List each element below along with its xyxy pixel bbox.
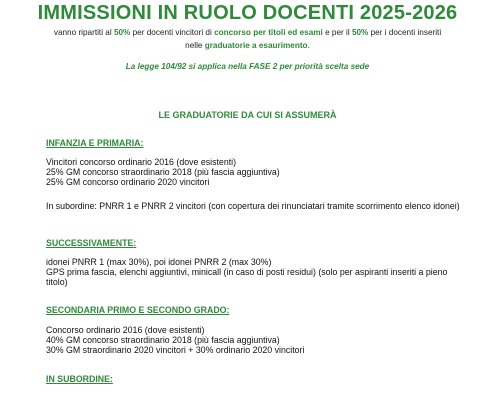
intro-pct-concorso: 50% [113,28,131,37]
intro-text-1: vanno ripartiti al [53,28,114,37]
list-item: Vincitori concorso ordinario 2016 (dove esistenti) [46,157,237,167]
list-item: 30% GM straordinario 2020 vincitori + 30% ordinario 2020 vincitori [46,345,305,356]
heading-infanzia-primaria [46,138,143,148]
heading-infanzia-label: INFANZIA E PRIMARIA [46,138,141,148]
section-subtitle: LE GRADUATORIE DA CUI SI ASSUMERÀ [158,110,337,120]
heading-subordine-label: IN SUBORDINE [46,374,111,384]
intro-paragraph [50,27,445,52]
intro-concorso-label: concorso per titoli ed esami [214,28,323,37]
list-item: 25% GM concorso ordinario 2020 vincitori [46,177,210,188]
heading-subordine-colon: : [110,374,113,384]
heading-secondaria [46,305,229,315]
intro-text-3: e per il [322,28,352,37]
list-item: 40% GM concorso straordinario 2018 (più fascia aggiuntiva) [46,335,280,346]
heading-successivamente [46,238,136,248]
intro-pct-graduatorie: 50% [351,28,369,37]
heading-in-subordine [46,374,113,384]
heading-secondaria-colon: : [226,305,230,315]
law-note: La legge 104/92 si applica nella FASE 2 per priorità scelta sede [125,62,370,71]
intro-graduatorie-label: graduatorie a esaurimento [204,40,308,50]
list-infanzia [46,157,280,188]
intro-text-4: per i docenti inseriti nelle [185,28,442,50]
list-secondaria [46,325,304,356]
intro-text-2: per docenti vincitori di [130,28,215,37]
heading-secondaria-label: SECONDARIA PRIMO E SECONDO GRADO [46,305,227,315]
page-title: IMMISSIONI IN RUOLO DOCENTI 2025-2026 [37,2,458,24]
list-item: GPS prima fascia, elenchi aggiuntivi, minicall (in caso di posti residui) (solo per aspiranti inseriti a pieno titolo) [46,267,448,288]
heading-successivamente-label: SUCCESSIVAMENTE [46,238,134,248]
list-item: 25% GM concorso straordinario 2018 (più fascia aggiuntiva) [46,167,280,178]
list-successivamente [46,257,466,288]
list-item: Concorso ordinario 2016 (dove esistenti) [46,325,205,335]
intro-text-5: . [307,40,310,50]
heading-successivamente-colon: : [133,238,137,248]
heading-infanzia-colon: : [140,138,144,148]
list-item: idonei PNRR 1 (max 30%), poi idonei PNRR 2 (max 30%) [46,257,272,267]
note-infanzia-subordine: In subordine: PNRR 1 e PNRR 2 vincitori (con copertura dei rinunciatari tramite scorrimento elenco idonei) [46,201,460,211]
